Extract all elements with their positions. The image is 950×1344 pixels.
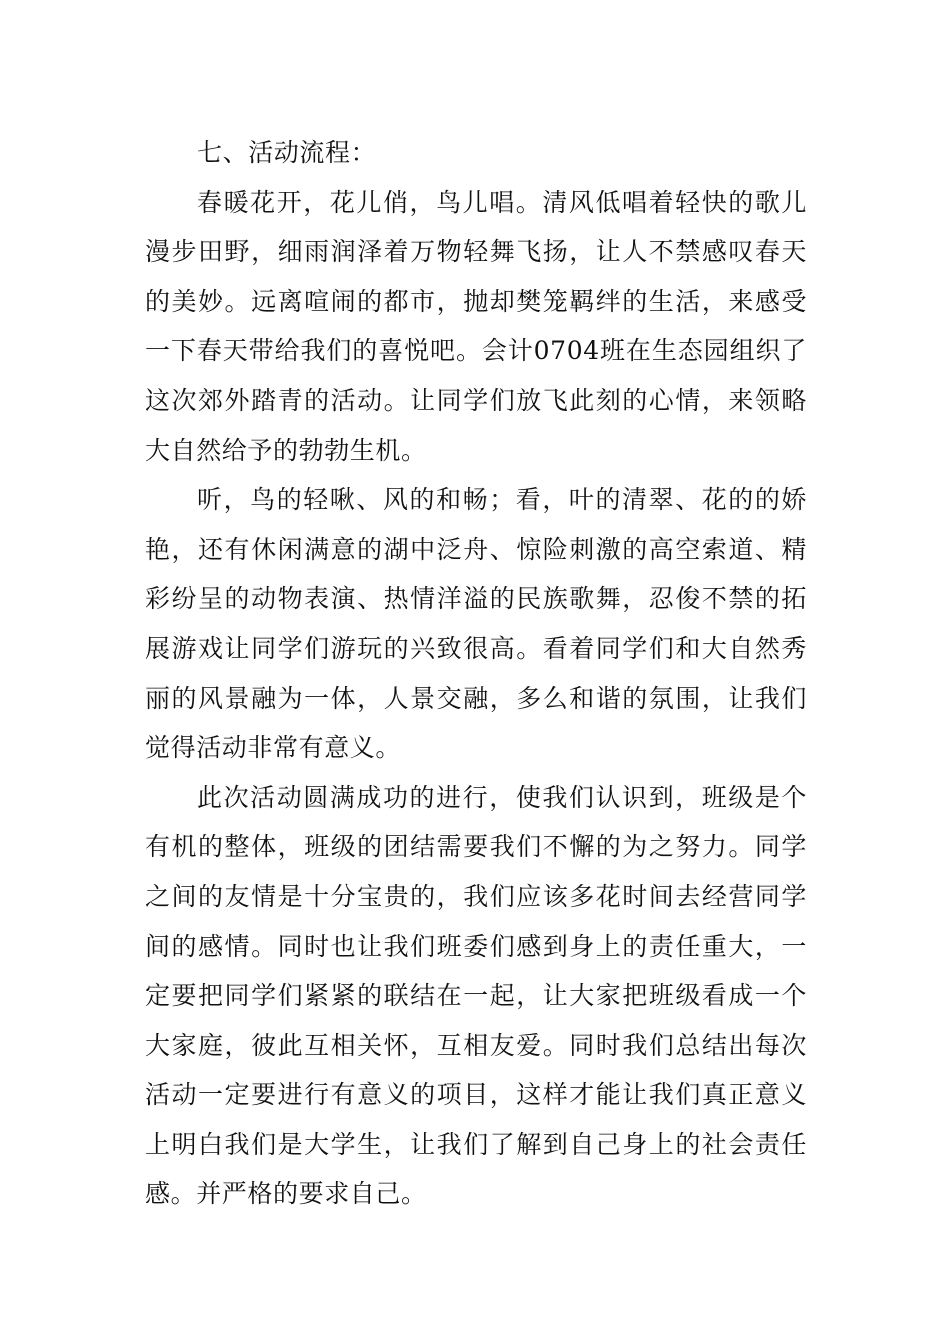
paragraph-activities: 听，鸟的轻啾、风的和畅；看，叶的清翠、花的的娇艳，还有休闲满意的湖中泛舟、惊险刺激的高空索道、精彩纷呈的动物表演、热情洋溢的民族歌舞，忍俊不禁的拓展游戏让同学们游玩的兴致很高。看着同学们和大自然秀丽的风景融为一体，人景交融，多么和谐的氛围，让我们觉得活动非常有意义。	[145, 485, 807, 763]
document-body	[145, 128, 807, 1219]
paragraph-spring-outing: 春暖花开，花儿俏，鸟儿唱。清风低唱着轻快的歌儿漫步田野，细雨润泽着万物轻舞飞扬，让人不禁感叹春天的美妙。远离喧闹的都市，抛却樊笼羁绊的生活，来感受一下春天带给我们的喜悦吧。会计0704班在生态园组织了这次郊外踏青的活动。让同学们放飞此刻的心情，来领略大自然给予的勃勃生机。	[145, 187, 807, 465]
paragraph-reflection: 此次活动圆满成功的进行，使我们认识到，班级是个有机的整体，班级的团结需要我们不懈的为之努力。同学之间的友情是十分宝贵的，我们应该多花时间去经营同学间的感情。同时也让我们班委们感到身上的责任重大，一定要把同学们紧紧的联结在一起，让大家把班级看成一个大家庭，彼此互相关怀，互相友爱。同时我们总结出每次活动一定要进行有意义的项目，这样才能让我们真正意义上明白我们是大学生，让我们了解到自己身上的社会责任感。并严格的要求自己。	[145, 782, 807, 1209]
section-heading: 七、活动流程：	[197, 138, 377, 167]
